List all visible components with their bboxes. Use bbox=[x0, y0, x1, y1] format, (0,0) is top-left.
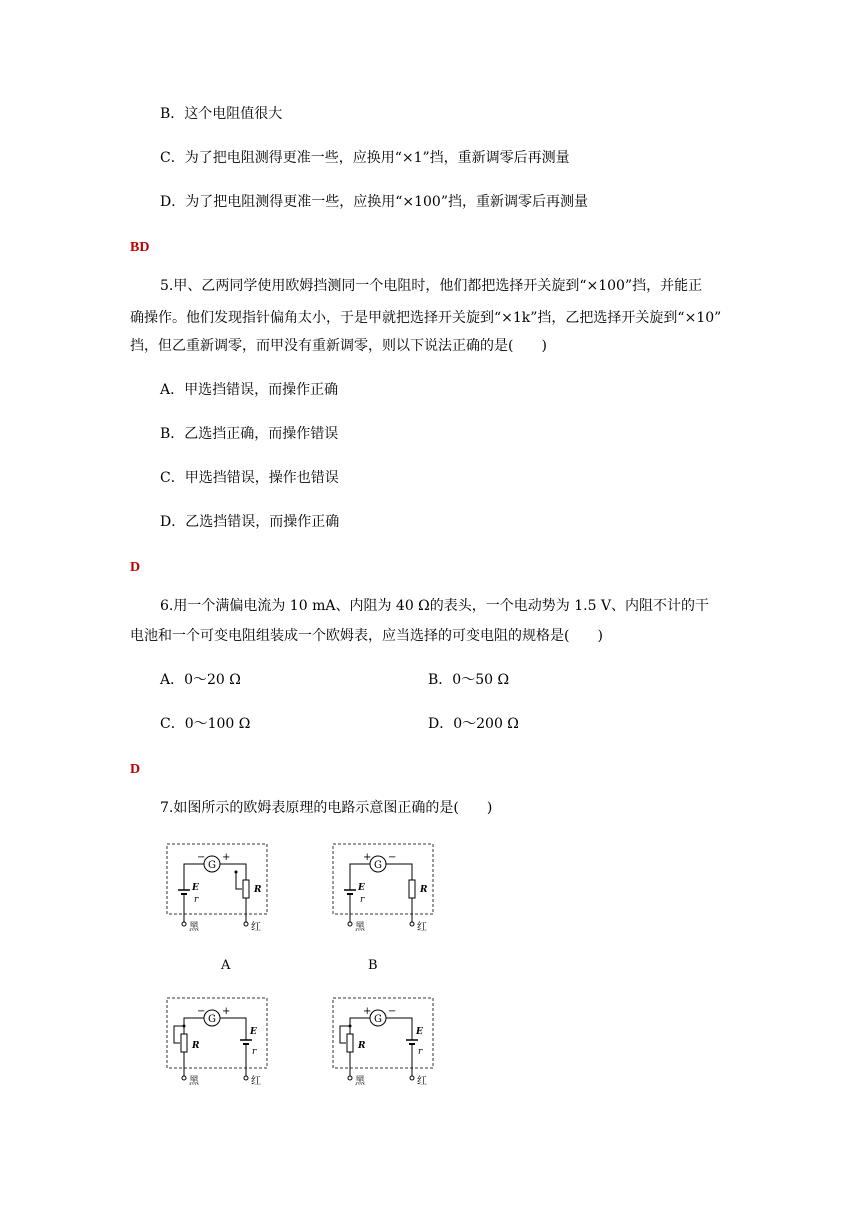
q6-option-d: D．0～200 Ω bbox=[428, 716, 519, 732]
q5-option-a: A．甲选挡错误，而操作正确 bbox=[160, 382, 339, 398]
q5-option-d: D．乙选挡错误，而操作正确 bbox=[160, 514, 340, 530]
svg-text:R: R bbox=[192, 1041, 200, 1051]
q4-option-d: D．为了把电阻测得更准一些，应换用“×100”挡，重新调零后再测量 bbox=[160, 194, 588, 210]
svg-text:黑: 黑 bbox=[355, 1076, 365, 1087]
q5-stem-line3: 挡，但乙重新调零，而甲没有重新调零，则以下说法正确的是( ) bbox=[130, 338, 547, 354]
svg-text:G: G bbox=[208, 1014, 216, 1025]
svg-text:黑: 黑 bbox=[355, 922, 365, 933]
svg-text:E: E bbox=[192, 883, 199, 893]
q6-stem-line2: 电池和一个可变电阻组装成一个欧姆表，应当选择的可变电阻的规格是( ) bbox=[130, 628, 603, 644]
svg-text:r: r bbox=[418, 1047, 423, 1057]
svg-text:−: − bbox=[197, 852, 206, 863]
svg-text:G: G bbox=[374, 860, 382, 871]
q5-answer: D bbox=[130, 560, 141, 575]
svg-text:R: R bbox=[358, 1041, 366, 1051]
q5-stem-line2: 确操作。他们发现指针偏角太小，于是甲就把选择开关旋到“×1k”挡，乙把选择开关旋到“×10” bbox=[130, 310, 722, 326]
svg-text:r: r bbox=[194, 895, 199, 905]
svg-text:红: 红 bbox=[417, 922, 427, 933]
q6-stem-line1: 6.用一个满偏电流为 10 mA、内阻为 40 Ω的表头，一个电动势为 1.5 V、内阻不计的干 bbox=[160, 598, 710, 614]
svg-text:黑: 黑 bbox=[189, 922, 199, 933]
svg-text:红: 红 bbox=[251, 922, 261, 933]
q6-option-a: A．0～20 Ω bbox=[160, 672, 241, 688]
svg-text:r: r bbox=[252, 1047, 257, 1057]
circuit-diagram-d bbox=[332, 996, 436, 1090]
svg-text:+: + bbox=[222, 852, 231, 863]
q7-stem: 7.如图所示的欧姆表原理的电路示意图正确的是( ) bbox=[160, 800, 493, 816]
svg-text:R: R bbox=[420, 885, 428, 895]
svg-text:+: + bbox=[363, 1006, 372, 1017]
circuit-b-caption: B bbox=[368, 958, 378, 973]
svg-text:黑: 黑 bbox=[189, 1076, 199, 1087]
q5-option-b: B．乙选挡正确，而操作错误 bbox=[160, 426, 339, 442]
svg-text:红: 红 bbox=[251, 1076, 261, 1087]
circuit-diagram-a bbox=[166, 842, 270, 936]
svg-text:+: + bbox=[363, 852, 372, 863]
svg-text:−: − bbox=[197, 1006, 206, 1017]
q4-answer: BD bbox=[130, 240, 150, 255]
q5-option-c: C．甲选挡错误，操作也错误 bbox=[160, 470, 339, 486]
circuit-diagram-b bbox=[332, 842, 436, 936]
q6-answer: D bbox=[130, 762, 141, 777]
q5-stem-line1: 5.甲、乙两同学使用欧姆挡测同一个电阻时，他们都把选择开关旋到“×100”挡，并能正 bbox=[160, 278, 703, 294]
svg-text:R: R bbox=[254, 885, 262, 895]
q4-option-b: B．这个电阻值很大 bbox=[160, 106, 283, 122]
svg-text:G: G bbox=[208, 860, 216, 871]
svg-text:−: − bbox=[388, 852, 397, 863]
svg-text:r: r bbox=[360, 895, 365, 905]
svg-text:E: E bbox=[250, 1027, 257, 1037]
circuit-diagram-c bbox=[166, 996, 270, 1090]
svg-text:E: E bbox=[358, 883, 365, 893]
circuit-a-caption: A bbox=[221, 958, 231, 973]
q6-option-c: C．0～100 Ω bbox=[160, 716, 251, 732]
svg-text:红: 红 bbox=[417, 1076, 427, 1087]
svg-text:E: E bbox=[416, 1027, 423, 1037]
svg-text:+: + bbox=[222, 1006, 231, 1017]
svg-text:G: G bbox=[374, 1014, 382, 1025]
q4-option-c: C．为了把电阻测得更准一些，应换用“×1”挡，重新调零后再测量 bbox=[160, 150, 570, 166]
svg-text:−: − bbox=[388, 1006, 397, 1017]
q6-option-b: B．0～50 Ω bbox=[428, 672, 510, 688]
